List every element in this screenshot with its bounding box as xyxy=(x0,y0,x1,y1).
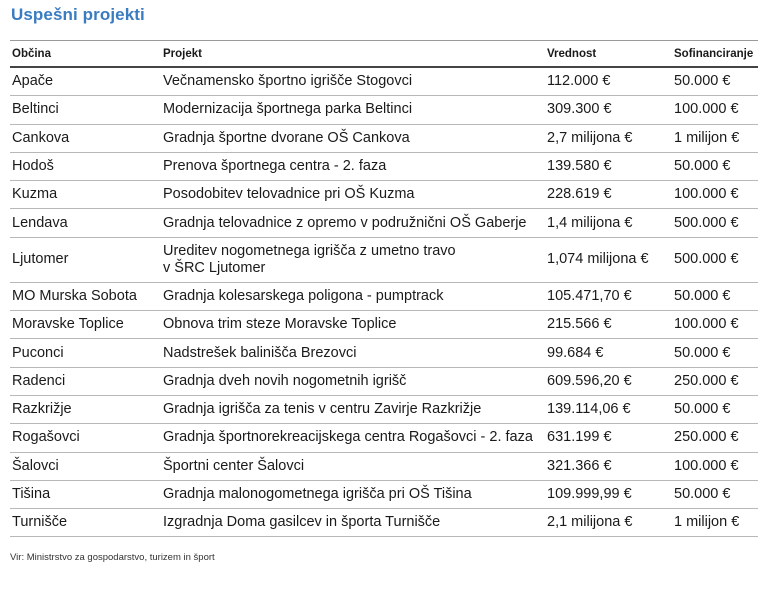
table-body xyxy=(10,67,758,537)
cell-obcina: Radenci xyxy=(10,367,161,395)
projekt-line: Obnova trim steze Moravske Toplice xyxy=(163,316,397,333)
header-vrednost: Vrednost xyxy=(545,41,672,67)
projekt-line: Posodobitev telovadnice pri OŠ Kuzma xyxy=(163,186,415,203)
cell-obcina: Puconci xyxy=(10,339,161,367)
cell-obcina: Turnišče xyxy=(10,509,161,537)
cell-obcina: Razkrižje xyxy=(10,395,161,423)
cell-projekt xyxy=(161,181,545,209)
cell-obcina: Šalovci xyxy=(10,452,161,480)
table-row xyxy=(10,424,758,452)
header-obcina: Občina xyxy=(10,41,161,67)
table-row xyxy=(10,367,758,395)
table-row xyxy=(10,282,758,310)
cell-sofinanciranje: 50.000 € xyxy=(672,395,758,423)
projekt-line: Gradnja kolesarskega poligona - pumptrack xyxy=(163,287,444,304)
projekt-line: Gradnja dveh novih nogometnih igrišč xyxy=(163,372,407,389)
cell-sofinanciranje: 100.000 € xyxy=(672,452,758,480)
cell-vrednost: 139.114,06 € xyxy=(545,395,672,423)
cell-vrednost: 112.000 € xyxy=(545,67,672,96)
table-row xyxy=(10,339,758,367)
cell-projekt xyxy=(161,509,545,537)
source-note: Vir: Ministrstvo za gospodarstvo, turizem in šport xyxy=(10,552,215,563)
cell-projekt xyxy=(161,67,545,96)
cell-vrednost: 215.566 € xyxy=(545,311,672,339)
cell-projekt xyxy=(161,395,545,423)
cell-obcina: Ljutomer xyxy=(10,237,161,282)
cell-sofinanciranje: 50.000 € xyxy=(672,67,758,96)
projekt-line: Športni center Šalovci xyxy=(163,457,305,474)
projects-table-container xyxy=(10,40,758,537)
cell-obcina: Beltinci xyxy=(10,96,161,124)
projekt-line: Prenova športnega centra - 2. faza xyxy=(163,158,387,175)
cell-projekt xyxy=(161,452,545,480)
table-row xyxy=(10,237,758,282)
cell-sofinanciranje: 500.000 € xyxy=(672,209,758,237)
table-row xyxy=(10,311,758,339)
cell-sofinanciranje: 1 milijon € xyxy=(672,509,758,537)
cell-vrednost: 321.366 € xyxy=(545,452,672,480)
projekt-line: Ureditev nogometnega igrišča z umetno travo xyxy=(163,242,456,259)
cell-sofinanciranje: 250.000 € xyxy=(672,367,758,395)
projekt-line: Gradnja športnorekreacijskega centra Rogašovci - 2. faza xyxy=(163,429,533,446)
cell-sofinanciranje: 500.000 € xyxy=(672,237,758,282)
cell-sofinanciranje: 100.000 € xyxy=(672,311,758,339)
cell-obcina: Cankova xyxy=(10,124,161,152)
projekt-line: Gradnja športne dvorane OŠ Cankova xyxy=(163,129,410,146)
cell-obcina: Tišina xyxy=(10,480,161,508)
cell-vrednost: 609.596,20 € xyxy=(545,367,672,395)
cell-projekt xyxy=(161,311,545,339)
cell-projekt xyxy=(161,480,545,508)
cell-vrednost: 2,1 milijona € xyxy=(545,509,672,537)
cell-sofinanciranje: 1 milijon € xyxy=(672,124,758,152)
cell-projekt xyxy=(161,339,545,367)
cell-obcina: Kuzma xyxy=(10,181,161,209)
cell-vrednost: 139.580 € xyxy=(545,152,672,180)
cell-sofinanciranje: 250.000 € xyxy=(672,424,758,452)
header-sofinanciranje: Sofinanciranje xyxy=(672,41,758,67)
table-row xyxy=(10,152,758,180)
cell-vrednost: 631.199 € xyxy=(545,424,672,452)
table-row xyxy=(10,209,758,237)
cell-sofinanciranje: 50.000 € xyxy=(672,339,758,367)
page-title: Uspešni projekti xyxy=(11,5,145,24)
cell-obcina: Moravske Toplice xyxy=(10,311,161,339)
cell-vrednost: 105.471,70 € xyxy=(545,282,672,310)
cell-obcina: Rogašovci xyxy=(10,424,161,452)
table-row xyxy=(10,67,758,96)
projekt-line: v ŠRC Ljutomer xyxy=(163,259,266,276)
cell-vrednost: 2,7 milijona € xyxy=(545,124,672,152)
table-row xyxy=(10,509,758,537)
cell-projekt xyxy=(161,152,545,180)
projects-table xyxy=(10,41,758,537)
projekt-line: Večnamensko športno igrišče Stogovci xyxy=(163,73,413,90)
cell-projekt xyxy=(161,96,545,124)
cell-obcina: MO Murska Sobota xyxy=(10,282,161,310)
cell-projekt xyxy=(161,237,545,282)
cell-vrednost: 99.684 € xyxy=(545,339,672,367)
cell-projekt xyxy=(161,209,545,237)
projekt-line: Izgradnja Doma gasilcev in športa Turnišče xyxy=(163,514,441,531)
cell-vrednost: 109.999,99 € xyxy=(545,480,672,508)
cell-obcina: Lendava xyxy=(10,209,161,237)
cell-vrednost: 309.300 € xyxy=(545,96,672,124)
cell-sofinanciranje: 100.000 € xyxy=(672,181,758,209)
projekt-line: Gradnja malonogometnega igrišča pri OŠ Tišina xyxy=(163,486,472,502)
table-row xyxy=(10,181,758,209)
table-header-row xyxy=(10,41,758,67)
projekt-line: Modernizacija športnega parka Beltinci xyxy=(163,101,413,118)
table-row xyxy=(10,452,758,480)
cell-sofinanciranje: 50.000 € xyxy=(672,152,758,180)
cell-vrednost: 1,4 milijona € xyxy=(545,209,672,237)
projekt-line: Gradnja igrišča za tenis v centru Zavirje Razkrižje xyxy=(163,401,482,418)
cell-projekt xyxy=(161,367,545,395)
cell-obcina: Hodoš xyxy=(10,152,161,180)
cell-projekt xyxy=(161,282,545,310)
cell-sofinanciranje: 50.000 € xyxy=(672,480,758,508)
projekt-line: Nadstrešek balinišča Brezovci xyxy=(163,344,357,361)
table-row xyxy=(10,480,758,508)
cell-projekt xyxy=(161,124,545,152)
cell-sofinanciranje: 50.000 € xyxy=(672,282,758,310)
projekt-line: Gradnja telovadnice z opremo v podružnični OŠ Gaberje xyxy=(163,214,527,231)
table-row xyxy=(10,96,758,124)
table-row xyxy=(10,124,758,152)
cell-obcina: Apače xyxy=(10,67,161,96)
cell-vrednost: 1,074 milijona € xyxy=(545,237,672,282)
cell-projekt xyxy=(161,424,545,452)
cell-vrednost: 228.619 € xyxy=(545,181,672,209)
cell-sofinanciranje: 100.000 € xyxy=(672,96,758,124)
header-projekt: Projekt xyxy=(161,41,545,67)
table-row xyxy=(10,395,758,423)
